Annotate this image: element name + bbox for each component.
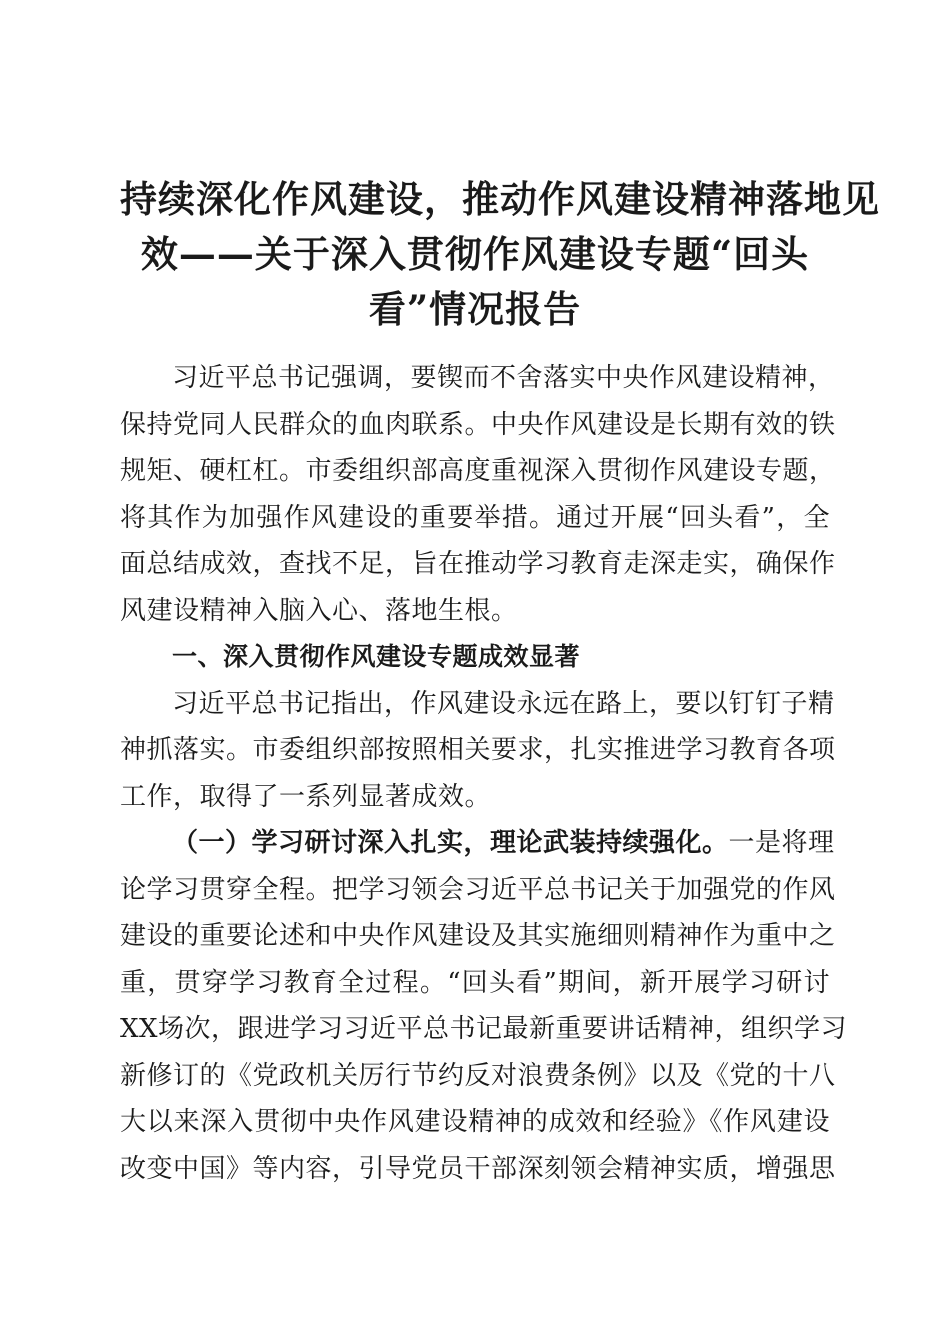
title-line-2: 效——关于深入贯彻作风建设专题“回头 <box>140 232 810 276</box>
paragraph-line: XX场次，跟进学习习近平总书记最新重要讲话精神，组织学习 <box>120 1014 848 1044</box>
document-body <box>120 355 848 1192</box>
paragraph-line <box>120 820 835 867</box>
paragraph-line: 新修订的《党政机关厉行节约反对浪费条例》以及《党的十八 <box>120 1060 836 1091</box>
paragraph-line: 建设的重要论述和中央作风建设及其实施细则精神作为重中之 <box>120 921 836 951</box>
paragraph-line: 面总结成效，查找不足，旨在推动学习教育走深走实，确保作 <box>120 549 836 579</box>
paragraph-line: 风建设精神入脑入心、落地生根。 <box>120 595 518 626</box>
title-line-3: 看”情况报告 <box>368 287 582 331</box>
paragraph-line: 改变中国》等内容，引导党员干部深刻领会精神实质，增强思 <box>120 1153 836 1184</box>
paragraph-line: 规矩、硬杠杠。市委组织部高度重视深入贯彻作风建设专题， <box>120 456 836 486</box>
paragraph-text: 一是将理 <box>728 828 835 858</box>
paragraph-line: 习近平总书记强调，要锲而不舍落实中央作风建设精神， <box>172 363 835 393</box>
paragraph-line: 工作，取得了一系列显著成效。 <box>120 781 492 812</box>
section-heading: 一、深入贯彻作风建设专题成效显著 <box>172 642 581 671</box>
paragraph-line: 重，贯穿学习教育全过程。“回头看”期间，新开展学习研讨 <box>120 967 830 998</box>
paragraph-line: 论学习贯穿全程。把学习领会习近平总书记关于加强党的作风 <box>120 874 836 905</box>
paragraph-line: 神抓落实。市委组织部按照相关要求，扎实推进学习教育各项 <box>120 735 836 765</box>
paragraph-line: 大以来深入贯彻中央作风建设精神的成效和经验》《作风建设 <box>120 1107 830 1137</box>
document-title <box>120 172 880 337</box>
paragraph-line: 将其作为加强作风建设的重要举措。通过开展“回头看”，全 <box>120 502 830 533</box>
title-line-1: 持续深化作风建设，推动作风建设精神落地见 <box>120 177 880 221</box>
subsection-lead: （一）学习研讨深入扎实，理论武装持续强化。 <box>172 828 729 858</box>
paragraph-line: 保持党同人民群众的血肉联系。中央作风建设是长期有效的铁 <box>120 409 836 440</box>
paragraph-line: 习近平总书记指出，作风建设永远在路上，要以钉钉子精 <box>172 688 835 719</box>
